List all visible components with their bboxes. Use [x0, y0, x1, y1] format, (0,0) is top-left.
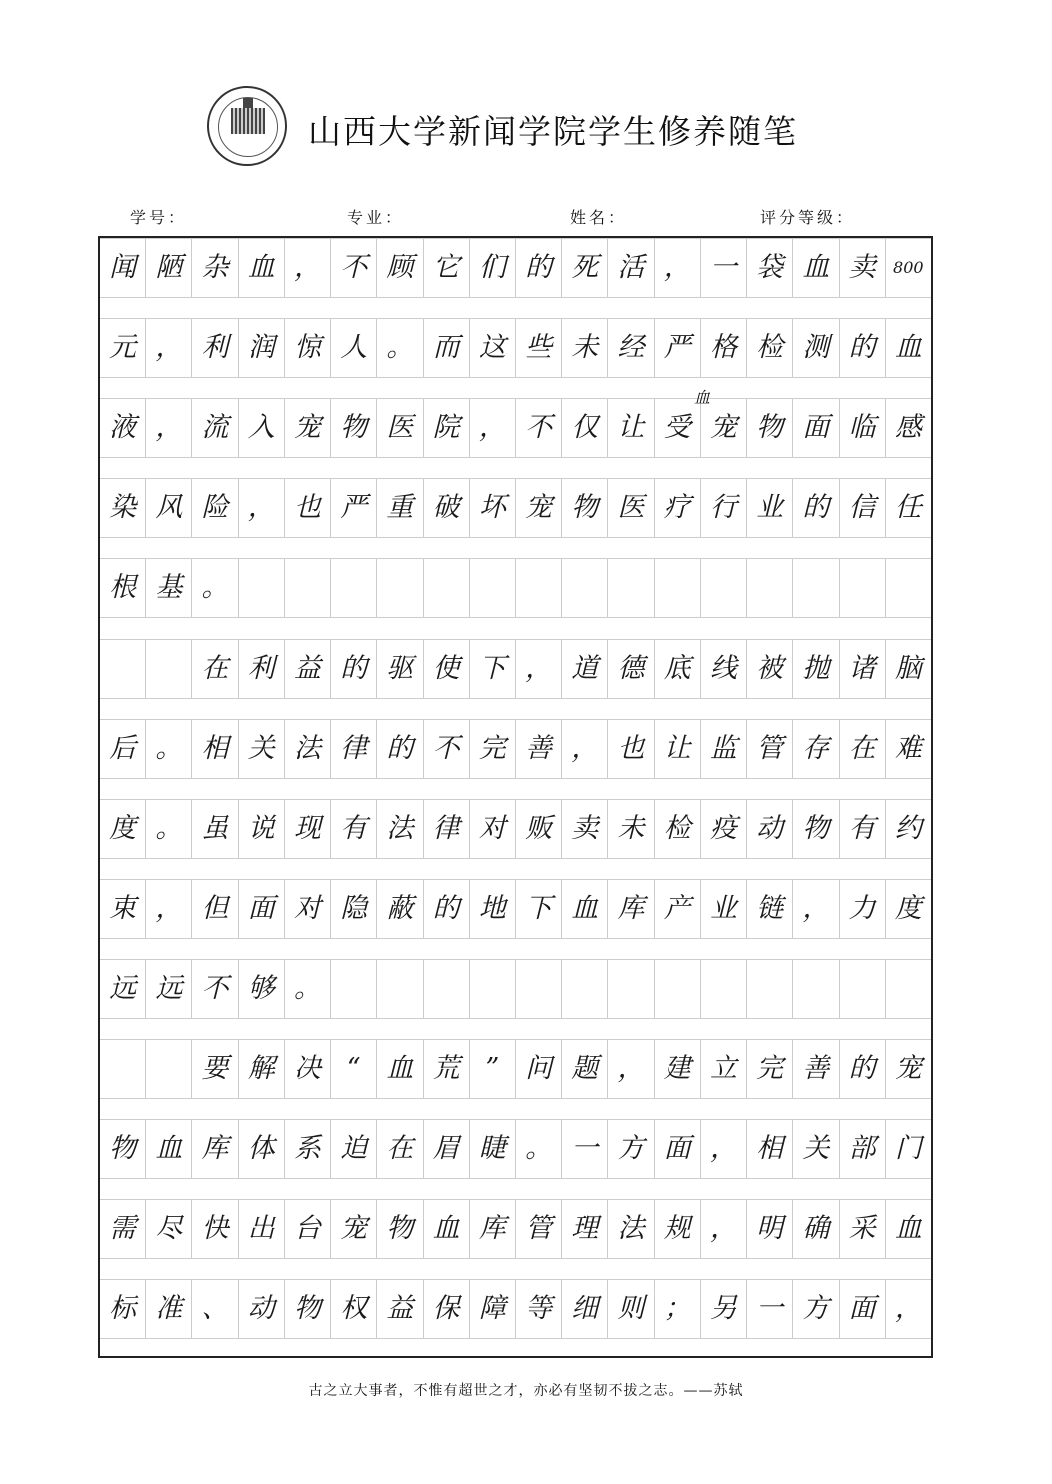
grid-cell — [100, 1040, 146, 1098]
grid-cell: 的 — [840, 1040, 886, 1098]
grid-cell: 些 — [516, 319, 562, 377]
grid-cell: 也 — [285, 479, 331, 537]
grid-cell: 任 — [894, 492, 922, 524]
grid-cell: 经 — [608, 319, 654, 377]
grid-cell: 下 — [470, 640, 516, 698]
grid-cell: 立 — [701, 1040, 747, 1098]
university-seal-logo — [207, 86, 287, 166]
grid-row — [100, 478, 931, 538]
grid-cell: 睫 — [470, 1120, 516, 1178]
grid-cell: 物 — [331, 399, 377, 457]
grid-row — [100, 799, 931, 859]
grid-cell: 宠 — [285, 399, 331, 457]
grid-cell: 说 — [239, 800, 285, 858]
grid-cell: 管 — [747, 720, 793, 778]
grid-cell: 血 — [894, 332, 922, 364]
grid-cell: 严 — [655, 319, 701, 377]
grid-cell — [562, 559, 608, 617]
grid-cell: 建 — [655, 1040, 701, 1098]
grid-cell — [146, 640, 192, 698]
grid-cell: 束 — [100, 880, 146, 938]
grid-cell — [747, 960, 793, 1018]
grid-cell: 方 — [608, 1120, 654, 1178]
grid-cell: 确 — [793, 1200, 839, 1258]
grid-cell: 有 — [840, 800, 886, 858]
grid-cell: 血 — [239, 239, 285, 297]
grid-cell — [562, 960, 608, 1018]
grid-cell: 根 — [100, 559, 146, 617]
grid-cell: 宠 — [894, 1053, 922, 1084]
grid-cell: ， — [516, 640, 562, 698]
grid-cell: 标 — [100, 1280, 146, 1338]
grid-cell: 它 — [424, 239, 470, 297]
grid-cell: 不 — [516, 399, 562, 457]
grid-cell: ， — [146, 880, 192, 938]
grid-cell: 权 — [331, 1280, 377, 1338]
grid-cell: 相 — [747, 1120, 793, 1178]
grid-cell: 现 — [285, 800, 331, 858]
grid-cell: 远 — [146, 960, 192, 1018]
grid-cell: 血 — [424, 1200, 470, 1258]
grid-cell: 元 — [100, 319, 146, 377]
grid-cell: 宠 — [701, 399, 747, 457]
grid-cell: 被 — [747, 640, 793, 698]
grid-cell: 临 — [840, 399, 886, 457]
grid-cell: 律 — [424, 800, 470, 858]
major-label: 专业： — [347, 208, 405, 227]
grid-cell: 产 — [655, 880, 701, 938]
grid-cell — [470, 559, 516, 617]
grid-cell: 律 — [331, 720, 377, 778]
grid-cell: 快 — [192, 1200, 238, 1258]
grade-label: 评分等级： — [760, 208, 856, 227]
grid-cell: 活 — [608, 239, 654, 297]
grid-cell: 基 — [146, 559, 192, 617]
grid-cell: 格 — [701, 319, 747, 377]
grid-cell: 入 — [239, 399, 285, 457]
grid-cell: 库 — [608, 880, 654, 938]
grid-cell — [424, 559, 470, 617]
grid-cell: 面 — [239, 880, 285, 938]
grid-cell: 明 — [747, 1200, 793, 1258]
grid-cell — [793, 960, 839, 1018]
grid-cell: 善 — [516, 720, 562, 778]
grid-cell: 监 — [701, 720, 747, 778]
grid-cell: 这 — [470, 319, 516, 377]
student-id-label: 学号： — [130, 208, 188, 227]
grid-cell: 不 — [192, 960, 238, 1018]
grid-cell: ， — [701, 1200, 747, 1258]
grid-cell: ， — [146, 399, 192, 457]
grid-cell: 800 — [893, 258, 924, 277]
grid-cell: 在 — [192, 640, 238, 698]
grid-cell: 解 — [239, 1040, 285, 1098]
grid-cell: 业 — [701, 880, 747, 938]
grid-cell: 动 — [747, 800, 793, 858]
grid-cell: 关 — [793, 1120, 839, 1178]
grid-cell: 的 — [331, 640, 377, 698]
grid-cell: 受 — [655, 399, 701, 457]
grid-cell: 的 — [516, 239, 562, 297]
grid-cell: 使 — [424, 640, 470, 698]
grid-cell: ” — [470, 1040, 516, 1098]
grid-cell: 宠 — [331, 1200, 377, 1258]
grid-cell: 道 — [562, 640, 608, 698]
grid-cell: 也 — [608, 720, 654, 778]
grid-cell: 让 — [608, 399, 654, 457]
grid-cell: 门 — [894, 1133, 922, 1165]
grid-cell: 贩 — [516, 800, 562, 858]
grid-cell: 信 — [840, 479, 886, 537]
grid-cell: 让 — [655, 720, 701, 778]
grid-row — [100, 1119, 931, 1179]
grid-cell: 益 — [285, 640, 331, 698]
grid-cell: 在 — [377, 1120, 423, 1178]
grid-cell: 未 — [562, 319, 608, 377]
grid-cell: 眉 — [424, 1120, 470, 1178]
grid-cell: ， — [239, 479, 285, 537]
grid-cell: 卖 — [840, 239, 886, 297]
grid-cell: 陋 — [146, 239, 192, 297]
grid-cell: 人 — [331, 319, 377, 377]
grid-cell: ， — [793, 880, 839, 938]
grid-cell: 医 — [377, 399, 423, 457]
grid-cell: 。 — [516, 1120, 562, 1178]
grid-cell — [331, 960, 377, 1018]
grid-cell: 坏 — [470, 479, 516, 537]
grid-cell: 虽 — [192, 800, 238, 858]
grid-row — [100, 959, 931, 1019]
grid-cell: ， — [894, 1293, 922, 1325]
grid-cell — [239, 559, 285, 617]
grid-cell: 卖 — [562, 800, 608, 858]
grid-cell: 管 — [516, 1200, 562, 1258]
grid-cell: 们 — [470, 239, 516, 297]
grid-cell: 链 — [747, 880, 793, 938]
grid-cell: 一 — [562, 1120, 608, 1178]
grid-cell: 障 — [470, 1280, 516, 1338]
grid-cell: ， — [655, 239, 701, 297]
grid-cell: 袋 — [747, 239, 793, 297]
grid-cell: 血 — [894, 1213, 922, 1245]
grid-cell: 行 — [701, 479, 747, 537]
grid-cell: 物 — [100, 1120, 146, 1178]
grid-cell: 流 — [192, 399, 238, 457]
grid-row — [100, 558, 931, 618]
grid-cell: 力 — [840, 880, 886, 938]
grid-cell — [377, 559, 423, 617]
grid-cell: 的 — [793, 479, 839, 537]
grid-cell: 远 — [100, 960, 146, 1018]
grid-cell: 台 — [285, 1200, 331, 1258]
grid-row — [100, 318, 931, 378]
grid-cell — [886, 960, 931, 1018]
grid-cell: 方 — [793, 1280, 839, 1338]
grid-row — [100, 1039, 931, 1099]
grid-cell: 血 — [146, 1120, 192, 1178]
grid-cell: 度 — [894, 892, 922, 924]
grid-cell: 题 — [562, 1040, 608, 1098]
grid-cell: 系 — [285, 1120, 331, 1178]
grid-cell: 诸 — [840, 640, 886, 698]
name-label: 姓名： — [570, 208, 628, 227]
grid-cell: 。 — [285, 960, 331, 1018]
grid-cell: 血 — [793, 239, 839, 297]
grid-cell: 物 — [285, 1280, 331, 1338]
grid-cell: 医 — [608, 479, 654, 537]
grid-cell: 法 — [285, 720, 331, 778]
grid-cell: 准 — [146, 1280, 192, 1338]
grid-cell: 度 — [100, 800, 146, 858]
grid-cell: 的 — [424, 880, 470, 938]
grid-cell: ， — [701, 1120, 747, 1178]
grid-cell — [424, 960, 470, 1018]
grid-cell: 。 — [377, 319, 423, 377]
grid-cell: 不 — [424, 720, 470, 778]
grid-cell: 一 — [701, 239, 747, 297]
grid-cell: 部 — [840, 1120, 886, 1178]
grid-cell: 在 — [840, 720, 886, 778]
grid-cell: 保 — [424, 1280, 470, 1338]
grid-cell: 需 — [100, 1200, 146, 1258]
grid-cell: “ — [331, 1040, 377, 1098]
grid-cell: 迫 — [331, 1120, 377, 1178]
grid-cell: 荒 — [424, 1040, 470, 1098]
grid-cell: 则 — [608, 1280, 654, 1338]
grid-cell: 完 — [470, 720, 516, 778]
grid-cell — [516, 559, 562, 617]
grid-cell: 约 — [894, 812, 922, 844]
grid-cell: 关 — [239, 720, 285, 778]
grid-cell: 脑 — [894, 652, 922, 684]
grid-cell: 相 — [192, 720, 238, 778]
grid-cell — [886, 559, 931, 617]
writing-grid — [98, 236, 933, 1358]
grid-cell: 血 — [377, 1040, 423, 1098]
grid-cell: ， — [608, 1040, 654, 1098]
grid-cell: 闻 — [100, 239, 146, 297]
grid-cell: 要 — [192, 1040, 238, 1098]
grid-cell: 面 — [840, 1280, 886, 1338]
grid-cell — [516, 960, 562, 1018]
grid-cell: 液 — [100, 399, 146, 457]
grid-cell: 采 — [840, 1200, 886, 1258]
grid-cell: 够 — [239, 960, 285, 1018]
grid-cell: 隐 — [331, 880, 377, 938]
grid-cell: 细 — [562, 1280, 608, 1338]
grid-cell — [840, 559, 886, 617]
grid-cell: 险 — [192, 479, 238, 537]
grid-cell: 院 — [424, 399, 470, 457]
grid-cell — [100, 640, 146, 698]
grid-cell: 。 — [146, 720, 192, 778]
grid-cell: 完 — [747, 1040, 793, 1098]
grid-cell: 业 — [747, 479, 793, 537]
grid-cell: 物 — [377, 1200, 423, 1258]
grid-cell: 感 — [894, 412, 922, 444]
page-title: 山西大学新闻学院学生修养随笔 — [308, 112, 798, 151]
grid-cell: 库 — [192, 1120, 238, 1178]
grid-row — [100, 879, 931, 939]
grid-cell: 理 — [562, 1200, 608, 1258]
grid-cell: 。 — [146, 800, 192, 858]
grid-cell — [701, 960, 747, 1018]
grid-cell: 检 — [747, 319, 793, 377]
grid-cell: 善 — [793, 1040, 839, 1098]
grid-cell: 库 — [470, 1200, 516, 1258]
grid-cell: 顾 — [377, 239, 423, 297]
grid-cell: 利 — [239, 640, 285, 698]
grid-cell: 蔽 — [377, 880, 423, 938]
grid-cell — [608, 960, 654, 1018]
grid-cell — [285, 559, 331, 617]
grid-cell: 破 — [424, 479, 470, 537]
grid-cell: 后 — [100, 720, 146, 778]
grid-cell: 死 — [562, 239, 608, 297]
grid-cell: 物 — [793, 800, 839, 858]
grid-cell: 底 — [655, 640, 701, 698]
grid-cell: 严 — [331, 479, 377, 537]
grid-row — [100, 719, 931, 779]
grid-cell: 杂 — [192, 239, 238, 297]
grid-cell: 检 — [655, 800, 701, 858]
grid-cell — [608, 559, 654, 617]
grid-cell: 驱 — [377, 640, 423, 698]
grid-cell: 存 — [793, 720, 839, 778]
grid-cell: 物 — [747, 399, 793, 457]
grid-cell — [655, 960, 701, 1018]
grid-row — [100, 398, 931, 458]
grid-cell: 宠 — [516, 479, 562, 537]
grid-cell: 出 — [239, 1200, 285, 1258]
grid-cell: 面 — [655, 1120, 701, 1178]
grid-cell: 地 — [470, 880, 516, 938]
grid-cell: 的 — [377, 720, 423, 778]
grid-cell: 血 — [562, 880, 608, 938]
grid-cell: 不 — [331, 239, 377, 297]
grid-cell — [331, 559, 377, 617]
handwritten-insertion: 血 — [694, 388, 711, 407]
grid-cell: 仅 — [562, 399, 608, 457]
grid-cell: 而 — [424, 319, 470, 377]
grid-cell: 测 — [793, 319, 839, 377]
grid-cell: 下 — [516, 880, 562, 938]
grid-cell — [840, 960, 886, 1018]
grid-cell: ， — [562, 720, 608, 778]
grid-row — [100, 1199, 931, 1259]
grid-cell: 惊 — [285, 319, 331, 377]
grid-cell: 体 — [239, 1120, 285, 1178]
grid-cell: 面 — [793, 399, 839, 457]
grid-cell — [146, 1040, 192, 1098]
grid-cell: 益 — [377, 1280, 423, 1338]
grid-cell: 物 — [562, 479, 608, 537]
grid-cell: 另 — [701, 1280, 747, 1338]
grid-cell: 的 — [840, 319, 886, 377]
grid-cell — [470, 960, 516, 1018]
grid-cell: 一 — [747, 1280, 793, 1338]
grid-cell — [747, 559, 793, 617]
grid-cell: ， — [470, 399, 516, 457]
grid-row — [100, 1279, 931, 1339]
grid-cell: 对 — [470, 800, 516, 858]
grid-cell: 规 — [655, 1200, 701, 1258]
grid-cell: 决 — [285, 1040, 331, 1098]
grid-cell: 动 — [239, 1280, 285, 1338]
grid-cell: 疫 — [701, 800, 747, 858]
grid-cell: 、 — [192, 1280, 238, 1338]
grid-cell: 但 — [192, 880, 238, 938]
grid-cell: 德 — [608, 640, 654, 698]
grid-cell: 法 — [377, 800, 423, 858]
grid-cell: 。 — [192, 559, 238, 617]
grid-cell: 利 — [192, 319, 238, 377]
grid-cell: 风 — [146, 479, 192, 537]
grid-row — [100, 639, 931, 699]
grid-cell: 重 — [377, 479, 423, 537]
grid-cell: 尽 — [146, 1200, 192, 1258]
grid-cell: 法 — [608, 1200, 654, 1258]
grid-cell: 未 — [608, 800, 654, 858]
grid-cell: ， — [285, 239, 331, 297]
grid-row — [100, 238, 931, 298]
grid-cell: ； — [655, 1280, 701, 1338]
grid-cell: 问 — [516, 1040, 562, 1098]
grid-cell — [793, 559, 839, 617]
grid-cell: 疗 — [655, 479, 701, 537]
footer-quote: 古之立大事者，不惟有超世之才，亦必有坚韧不拔之志。——苏轼 — [308, 1383, 744, 1399]
grid-cell: 润 — [239, 319, 285, 377]
grid-cell: 染 — [100, 479, 146, 537]
grid-cell: 等 — [516, 1280, 562, 1338]
grid-cell: 对 — [285, 880, 331, 938]
grid-cell: 线 — [701, 640, 747, 698]
grid-cell — [377, 960, 423, 1018]
grid-cell: 抛 — [793, 640, 839, 698]
grid-cell — [701, 559, 747, 617]
grid-cell — [655, 559, 701, 617]
grid-cell: 难 — [894, 732, 922, 764]
grid-cell: 有 — [331, 800, 377, 858]
grid-cell: ， — [146, 319, 192, 377]
